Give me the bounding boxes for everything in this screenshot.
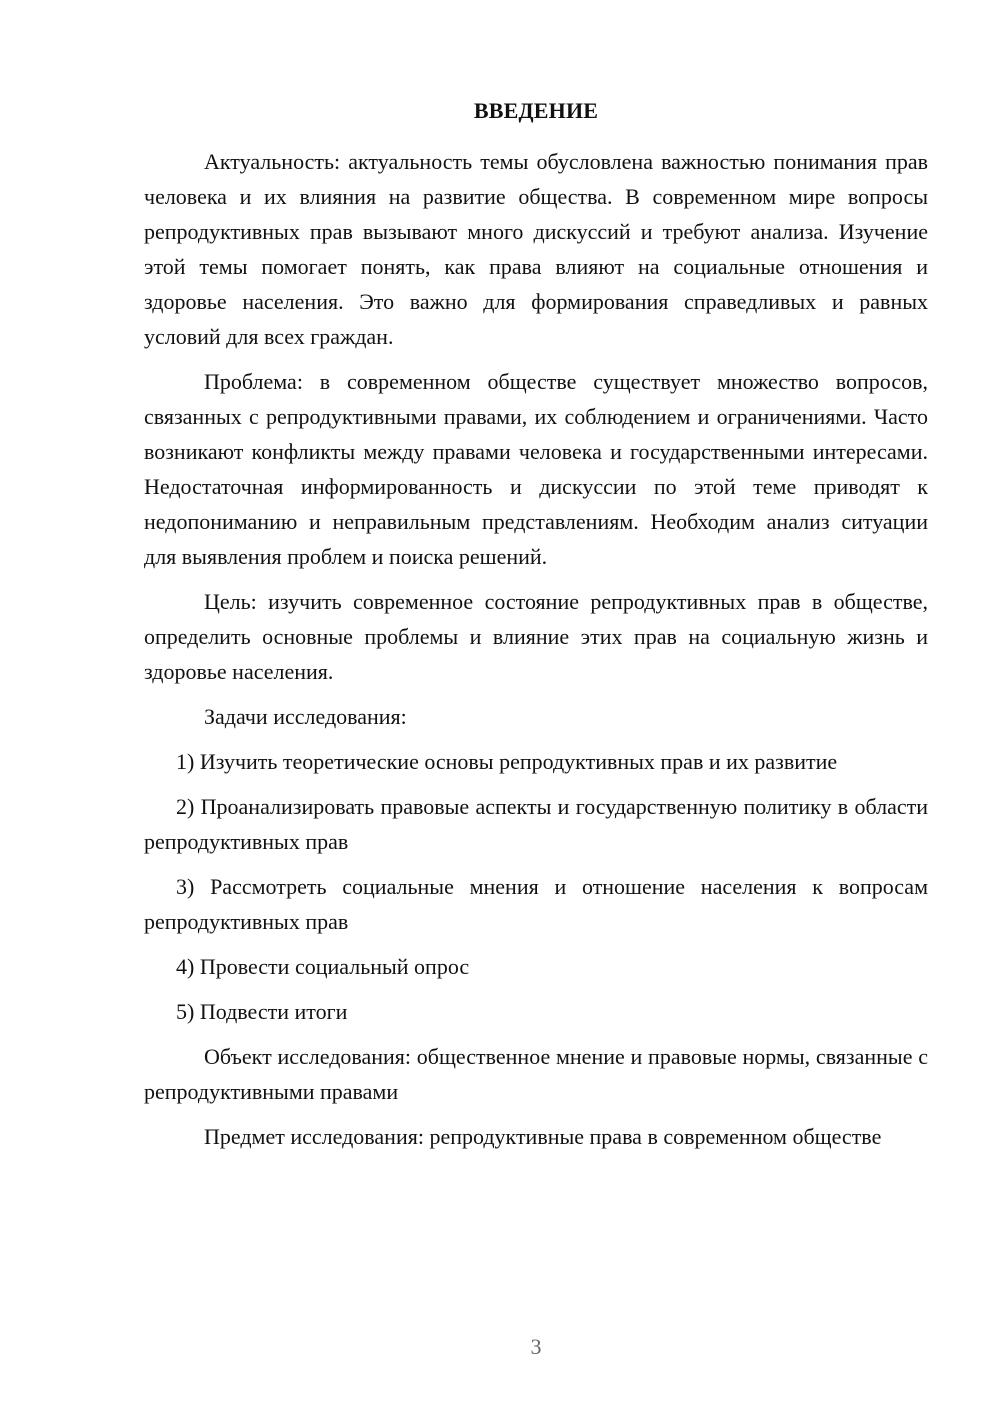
goal-paragraph: Цель: изучить современное состояние репродуктивных прав в обществе, определить основные проблемы и влияние этих прав на социальную жизнь и здоровье населения.: [144, 589, 928, 684]
page-number: 3: [530, 1334, 542, 1359]
task-number: 1): [176, 749, 195, 774]
relevance-paragraph: Актуальность: актуальность темы обусловлена важностью понимания прав человека и их влияния на развитие общества. В современном мире вопросы репродуктивных прав вызывают много дискуссий и требуют анализа. Изучение этой темы помогает понять, как права влияют на социальные отношения и здоровье населения. Это важно для формирования справедливых и равных условий для всех граждан.: [144, 149, 928, 349]
task-item-2: [144, 789, 928, 859]
task-number: 3): [176, 874, 195, 899]
task-text: Изучить теоретические основы репродуктивных прав и их развитие: [199, 749, 838, 774]
tasks-heading: Задачи исследования:: [204, 704, 407, 729]
subject-paragraph: Предмет исследования: репродуктивные права в современном обществе: [204, 1124, 882, 1149]
task-item-1: [144, 744, 928, 779]
task-number: 4): [176, 954, 195, 979]
task-text: Подвести итоги: [199, 999, 348, 1024]
page-title: ВВЕДЕНИЕ: [473, 98, 599, 123]
problem-paragraph: Проблема: в современном обществе существует множество вопросов, связанных с репродуктивными правами, их соблюдением и ограничениями. Часто возникают конфликты между правами человека и государственными интересами. Недостаточная информированность и дискуссии по этой теме приводят к недопониманию и неправильным представлениям. Необходим анализ ситуации для выявления проблем и поиска решений.: [144, 369, 928, 569]
task-text: Проанализировать правовые аспекты и государственную политику в области репродуктивных прав: [144, 794, 928, 854]
page-content: [144, 96, 928, 1164]
tasks-list: [144, 744, 928, 1029]
task-item-5: [144, 994, 928, 1029]
task-item-3: [144, 869, 928, 939]
task-text: Рассмотреть социальные мнения и отношение населения к вопросам репродуктивных прав: [144, 874, 928, 934]
object-paragraph: Объект исследования: общественное мнение и правовые нормы, связанные с репродуктивными правами: [144, 1044, 928, 1104]
task-item-4: [144, 949, 928, 984]
task-number: 2): [176, 794, 195, 819]
task-number: 5): [176, 999, 195, 1024]
task-text: Провести социальный опрос: [199, 954, 470, 979]
